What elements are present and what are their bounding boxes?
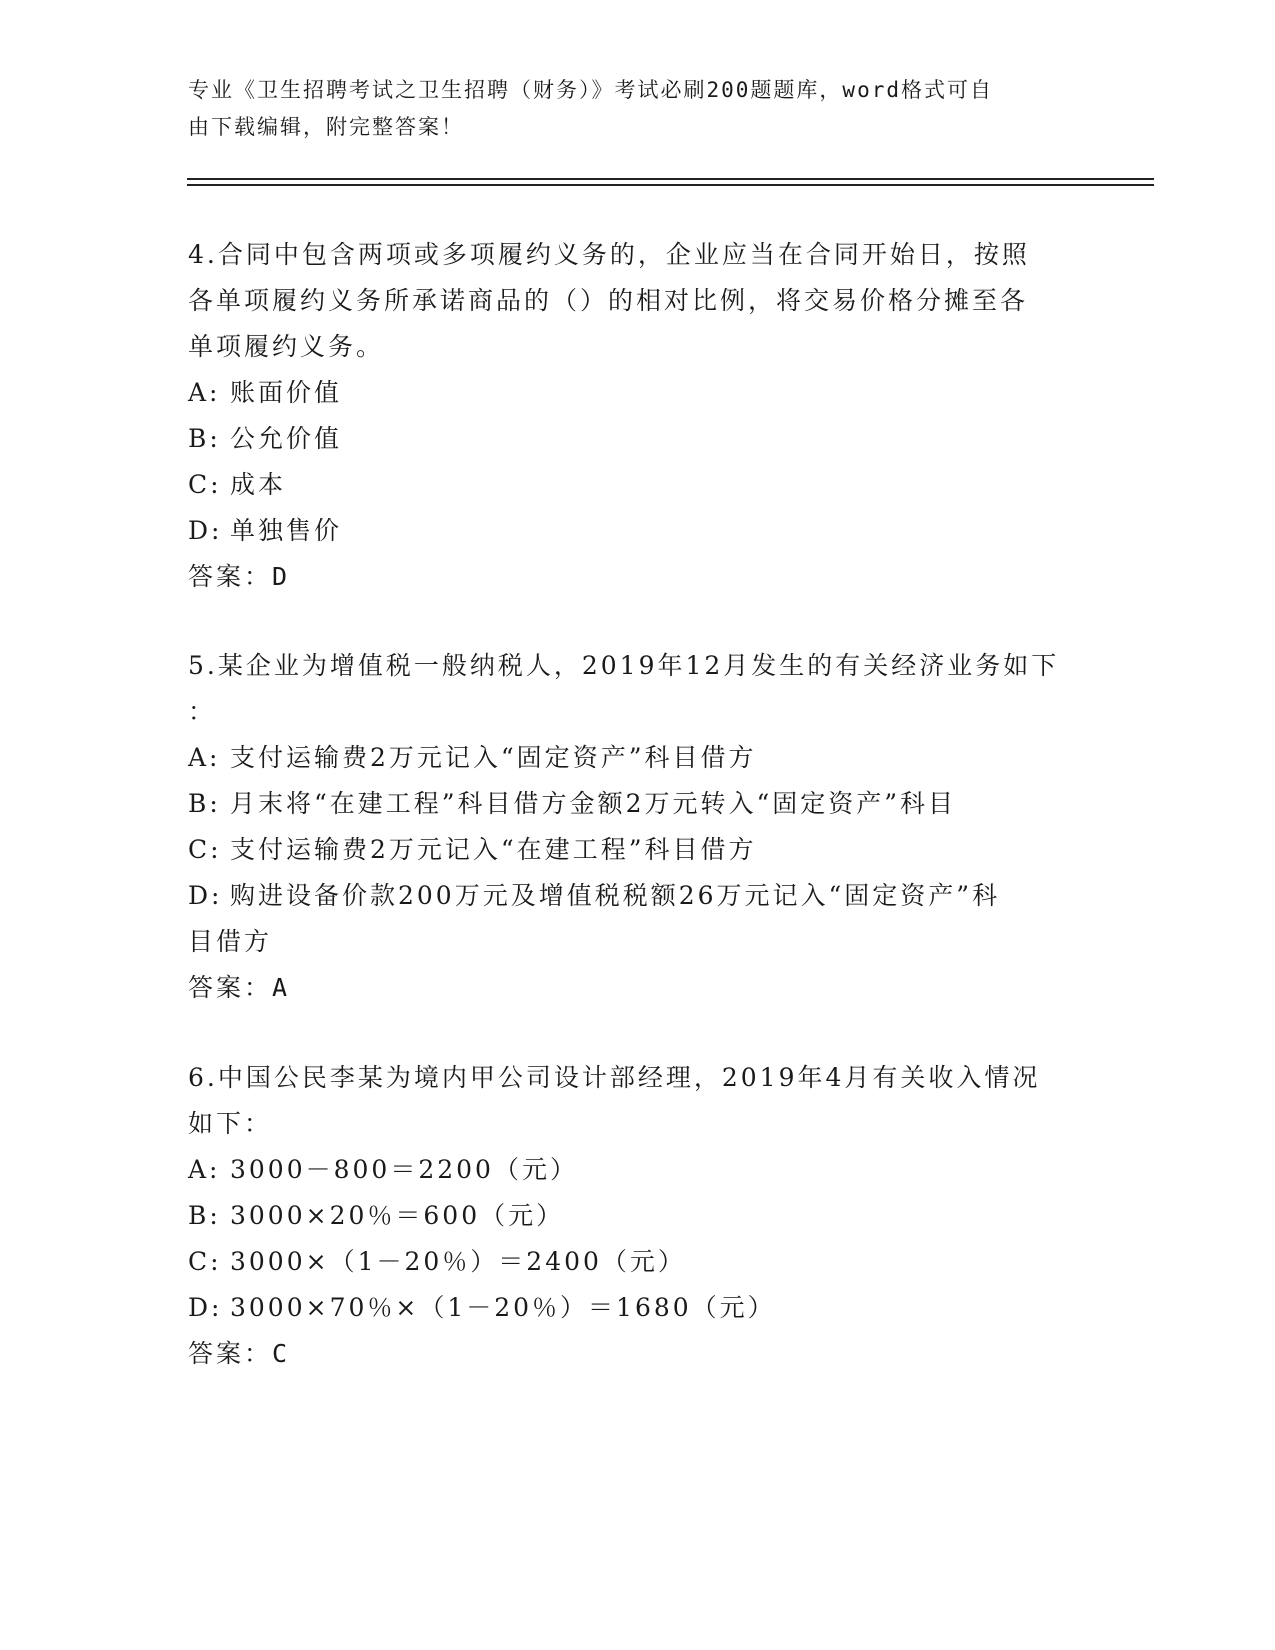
option bbox=[188, 1239, 1088, 1285]
question-stem-line: 6.中国公民李某为境内甲公司设计部经理，2019年4月有关收入情况 bbox=[188, 1063, 1041, 1092]
option-text: 3000－800＝2200（元） bbox=[230, 1155, 578, 1184]
option bbox=[188, 735, 1088, 781]
document-header bbox=[188, 72, 1088, 146]
header-divider bbox=[187, 178, 1154, 180]
option-text: 购进设备价款200万元及增值税税额26万元记入“固定资产”科 bbox=[230, 881, 1001, 910]
option-label: D: bbox=[188, 1293, 223, 1322]
option bbox=[188, 1285, 1088, 1331]
option-label: C: bbox=[188, 835, 222, 864]
option-label: B: bbox=[188, 789, 221, 818]
answer-line: 答案：D bbox=[188, 562, 291, 591]
question-stem-line: 5.某企业为增值税一般纳税人，2019年12月发生的有关经济业务如下 bbox=[188, 651, 1060, 680]
option-text: 3000×70％×（1－20％）＝1680（元） bbox=[230, 1293, 776, 1322]
option bbox=[188, 508, 1088, 554]
header-line: 由下载编辑，附完整答案！ bbox=[188, 115, 464, 139]
question-block bbox=[188, 643, 1088, 1011]
option-text: 3000×20％＝600（元） bbox=[230, 1201, 565, 1230]
question-stem-line: 单项履约义务。 bbox=[188, 332, 385, 361]
question-block bbox=[188, 1055, 1088, 1377]
option-text: 支付运输费2万元记入“在建工程”科目借方 bbox=[230, 835, 757, 864]
question-stem-line: 各单项履约义务所承诺商品的（）的相对比例，将交易价格分摊至各 bbox=[188, 286, 1029, 315]
option-text: 支付运输费2万元记入“固定资产”科目借方 bbox=[230, 743, 757, 772]
question-stem-line: ： bbox=[188, 697, 217, 726]
question-stem-line: 4.合同中包含两项或多项履约义务的，企业应当在合同开始日，按照 bbox=[188, 240, 1030, 269]
option-label: B: bbox=[188, 424, 221, 453]
option-text: 账面价值 bbox=[230, 378, 343, 407]
option-label: D: bbox=[188, 881, 223, 910]
question-stem-line: 如下： bbox=[188, 1109, 273, 1138]
option-label: A: bbox=[188, 1155, 221, 1184]
option-label: B: bbox=[188, 1201, 221, 1230]
option bbox=[188, 1193, 1088, 1239]
option bbox=[188, 1147, 1088, 1193]
option-text: 月末将“在建工程”科目借方金额2万元转入“固定资产”科目 bbox=[230, 789, 957, 818]
option bbox=[188, 827, 1088, 873]
option-label: A: bbox=[188, 743, 221, 772]
option-label: D: bbox=[188, 516, 223, 545]
option-label: C: bbox=[188, 1247, 222, 1276]
answer-line: 答案：A bbox=[188, 973, 291, 1002]
option-label: C: bbox=[188, 470, 222, 499]
option bbox=[188, 781, 1088, 827]
header-divider bbox=[187, 184, 1154, 186]
option bbox=[188, 462, 1088, 508]
header-line: 专业《卫生招聘考试之卫生招聘（财务）》考试必刷200题题库，word格式可自 bbox=[188, 78, 993, 102]
option-text: 公允价值 bbox=[230, 424, 343, 453]
option bbox=[188, 370, 1088, 416]
option-text: 成本 bbox=[230, 470, 287, 499]
option bbox=[188, 873, 1088, 919]
option bbox=[188, 416, 1088, 462]
option-label: A: bbox=[188, 378, 221, 407]
question-block bbox=[188, 232, 1088, 600]
answer-line: 答案：C bbox=[188, 1339, 291, 1368]
option-continuation bbox=[188, 919, 1088, 965]
option-text: 目借方 bbox=[188, 927, 273, 956]
option-text: 单独售价 bbox=[230, 516, 343, 545]
option-text: 3000×（1－20％）＝2400（元） bbox=[230, 1247, 686, 1276]
